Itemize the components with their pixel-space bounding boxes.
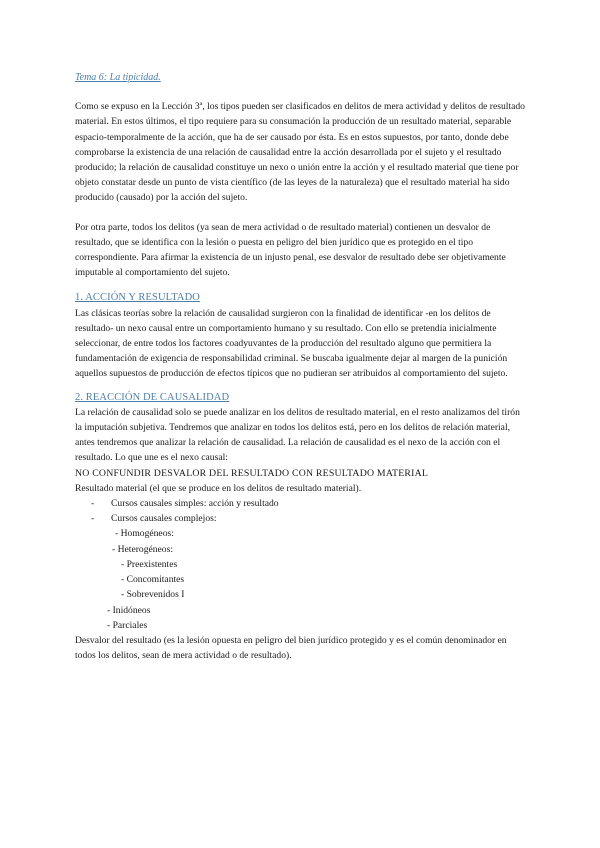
causal-courses-list [75, 496, 525, 633]
section2-paragraph: La relación de causalidad solo se puede analizar en los delitos de resultado material, en el resto analizamos del tirón la imputación subjetiva. Tendremos que analizar en todos los delitos está, pero en los delitos de relación material, antes tendremos que analizar la relación de causalidad. La relación de causalidad es el nexo de la acción con el resultado. Lo que une es el nexo causal: [75, 406, 520, 464]
section1-paragraph: Las clásicas teorías sobre la relación de causalidad surgieron con la finalidad de identificar -en los delitos de resultado- un nexo causal entre un comportamiento humano y su resultado. Con ello se pretendía inicialmente seleccionar, de entre todos los factores coadyuvantes de la producción del resultado alguno que permitiera la fundamentación de exigencia de responsabilidad criminal. Se buscaba igualmente dejar al margen de la punición aquellos supuestos de producción de efectos típicos que no pudieran ser atribuidos al comportamiento del sujeto. [75, 307, 508, 380]
resultado-material-line: Resultado material (el que se produce en los delitos de resultado material). [75, 482, 362, 494]
list-item-label: Cursos causales simples: acción y resultado [111, 498, 279, 510]
list-item: - Parciales [107, 619, 148, 631]
list-item-label: Cursos causales complejos: [111, 513, 217, 525]
list-item: - Inidóneos [107, 604, 151, 616]
warning-line: NO CONFUNDIR DESVALOR DEL RESULTADO CON RESULTADO MATERIAL [75, 467, 429, 479]
list-item: - Heterogéneos: [112, 543, 174, 555]
closing-paragraph: Desvalor del resultado (es la lesión opuesta en peligro del bien jurídico protegido y es el común denominador en todos los delitos, sean de mera actividad o de resultado). [75, 634, 507, 662]
section-heading-relacion-causalidad: 2. REACCIÓN DE CAUSALIDAD [75, 391, 230, 403]
section-heading-accion-resultado: 1. ACCIÓN Y RESULTADO [75, 292, 200, 304]
intro-paragraph: Como se expuso en la Lección 3ª, los tipos pueden ser clasificados en delitos de mera actividad y delitos de resultado material. En estos últimos, el tipo requiere para su consumación la producción de un resultado material, separable espacio-temporalmente de la acción, que ha de ser causado por ésta. Es en estos supuestos, por tanto, donde debe comprobarse la existencia de una relación de causalidad entre la acción desarrollada por el sujeto y el resultado producido; la relación de causalidad constituye un nexo o unión entre la acción y el resultado material que tiene por objeto constatar desde un punto de vista científico (de las leyes de la naturaleza) que el resultado material ha sido producido (causado) por la acción del sujeto. [75, 101, 525, 204]
list-item [75, 511, 525, 526]
list-item: - Sobrevenidos I [121, 589, 185, 601]
second-paragraph: Por otra parte, todos los delitos (ya sean de mera actividad o de resultado material) contienen un desvalor de resultado, que se identifica con la lesión o puesta en peligro del bien jurídico que es protegido en el tipo correspondiente. Para afirmar la existencia de un injusto penal, ese desvalor de resultado debe ser objetivamente imputable al comportamiento del sujeto. [75, 221, 506, 279]
topic-title: Tema 6: La tipicidad. [75, 72, 161, 83]
list-item: - Homogéneos: [115, 528, 174, 540]
list-item: - Preexistentes [121, 558, 178, 570]
list-item: - Concomitantes [121, 574, 185, 586]
list-dash: - [91, 513, 95, 525]
list-item [75, 496, 525, 511]
document-body [75, 70, 525, 663]
list-dash: - [91, 498, 95, 510]
